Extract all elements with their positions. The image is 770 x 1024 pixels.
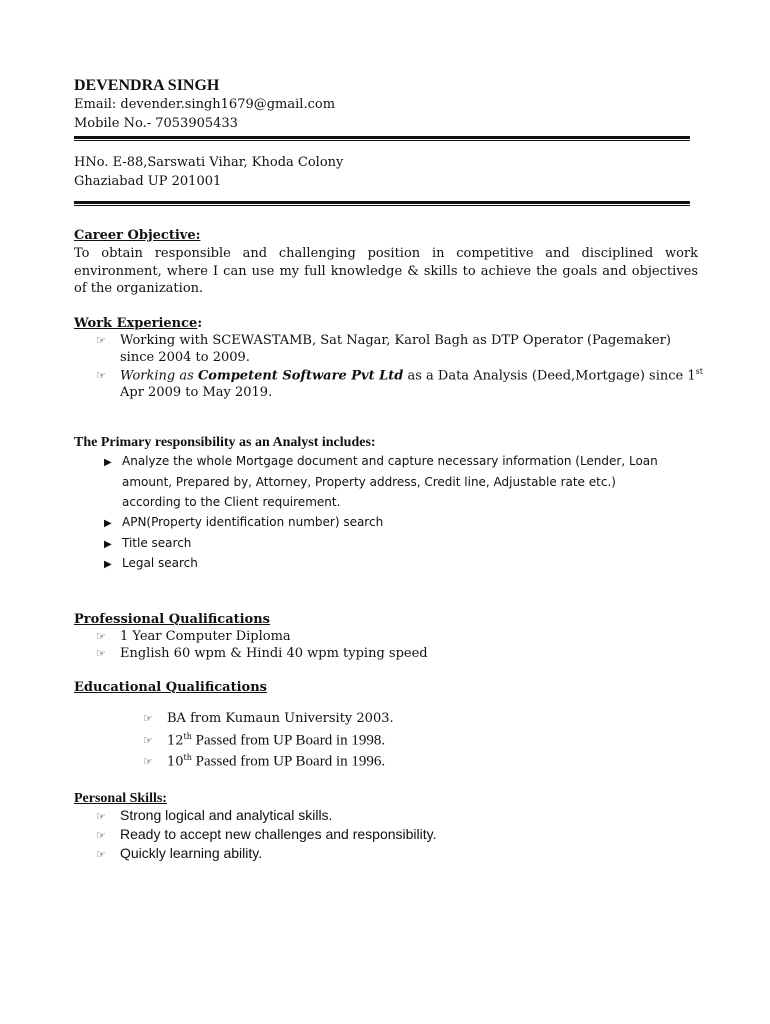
pointing-hand-icon: ☞ (96, 630, 106, 643)
analyst-item-2-text: APN(Property identification number) search (122, 515, 384, 529)
analyst-item-2 (104, 515, 383, 529)
pointing-hand-icon: ☞ (96, 369, 106, 383)
skills-item-2-text: Ready to accept new challenges and responsibility. (120, 826, 437, 842)
skills-item-1 (96, 807, 332, 823)
address-line-2: Ghaziabad UP 201001 (74, 174, 222, 189)
work-heading-colon: : (197, 316, 203, 331)
education-item-2-num: 12 (167, 733, 184, 749)
triangle-bullet-icon: ▶ (104, 457, 112, 468)
work-experience-heading-row (74, 316, 202, 331)
work-item-1 (96, 333, 671, 348)
career-objective-heading: Career Objective: (74, 228, 201, 243)
skills-item-2 (96, 826, 436, 842)
analyst-item-3-text: Title search (122, 536, 192, 550)
pointing-hand-icon: ☞ (96, 811, 106, 823)
analyst-item-1-line-1: Analyze the whole Mortgage document and capture necessary information (Lender, Loan (122, 454, 658, 468)
analyst-item-4-text: Legal search (122, 556, 198, 570)
educational-qualifications-heading: Educational Qualifications (74, 680, 267, 695)
header-divider-bottom (74, 201, 690, 206)
work-item-2-line-2: Apr 2009 to May 2019. (120, 385, 273, 400)
education-item-1 (143, 711, 394, 726)
header-divider-top (74, 136, 690, 141)
work-item-2-company: Competent Software Pvt Ltd (197, 368, 404, 384)
education-item-2-text: Passed from UP Board in 1998. (191, 732, 386, 749)
education-item-1-text: BA from Kumaun University 2003. (167, 711, 394, 726)
pointing-hand-icon: ☞ (96, 849, 106, 861)
skills-item-3 (96, 845, 262, 861)
analyst-heading: The Primary responsibility as an Analyst includes: (74, 435, 376, 450)
pointing-hand-icon: ☞ (143, 734, 153, 748)
pointing-hand-icon: ☞ (96, 647, 106, 660)
work-item-2-sup: st (695, 367, 703, 376)
work-item-2-text: as a Data Analysis (Deed,Mortgage) since 1 (403, 368, 696, 384)
education-item-2 (143, 732, 385, 749)
professional-qualifications-heading: Professional Qualifications (74, 612, 270, 627)
education-item-3-text: Passed from UP Board in 1996. (191, 753, 386, 770)
analyst-item-1 (104, 454, 658, 468)
analyst-item-3 (104, 536, 191, 550)
professional-item-1-text: 1 Year Computer Diploma (120, 629, 291, 644)
work-item-2 (96, 367, 703, 383)
pointing-hand-icon: ☞ (143, 712, 153, 725)
skills-item-3-text: Quickly learning ability. (120, 845, 263, 861)
professional-item-1 (96, 629, 291, 644)
email-line: Email: devender.singh1679@gmail.com (74, 97, 336, 112)
education-item-3-sup: th (183, 753, 192, 762)
analyst-item-1-line-2: amount, Prepared by, Attorney, Property address, Credit line, Adjustable rate etc.) (122, 475, 616, 489)
pointing-hand-icon: ☞ (143, 755, 153, 769)
triangle-bullet-icon: ▶ (104, 559, 112, 570)
analyst-item-1-line-3: according to the Client requirement. (122, 495, 341, 509)
professional-item-2 (96, 646, 428, 661)
pointing-hand-icon: ☞ (96, 334, 106, 347)
triangle-bullet-icon: ▶ (104, 518, 112, 529)
address-line-1: HNo. E-88,Sarswati Vihar, Khoda Colony (74, 155, 344, 170)
work-experience-heading: Work Experience (74, 316, 198, 331)
education-item-2-sup: th (183, 732, 192, 741)
skills-item-1-text: Strong logical and analytical skills. (120, 807, 333, 823)
personal-skills-heading: Personal Skills: (74, 791, 167, 806)
work-item-2-prefix: Working as (120, 368, 198, 384)
work-item-1-line-2: since 2004 to 2009. (120, 350, 250, 365)
mobile-line: Mobile No.- 7053905433 (74, 116, 238, 131)
career-objective-text: To obtain responsible and challenging position in competitive and disciplined work environment, where I can use my full knowledge & skills to achieve the goals and objectives of the organization. (74, 246, 698, 296)
analyst-item-4 (104, 556, 198, 570)
triangle-bullet-icon: ▶ (104, 539, 112, 550)
education-item-3 (143, 753, 385, 770)
education-item-3-num: 10 (167, 754, 184, 770)
work-item-1-line-1: Working with SCEWASTAMB, Sat Nagar, Karol Bagh as DTP Operator (Pagemaker) (120, 333, 671, 348)
candidate-name: DEVENDRA SINGH (74, 77, 220, 94)
pointing-hand-icon: ☞ (96, 830, 106, 842)
professional-item-2-text: English 60 wpm & Hindi 40 wpm typing speed (120, 646, 428, 661)
